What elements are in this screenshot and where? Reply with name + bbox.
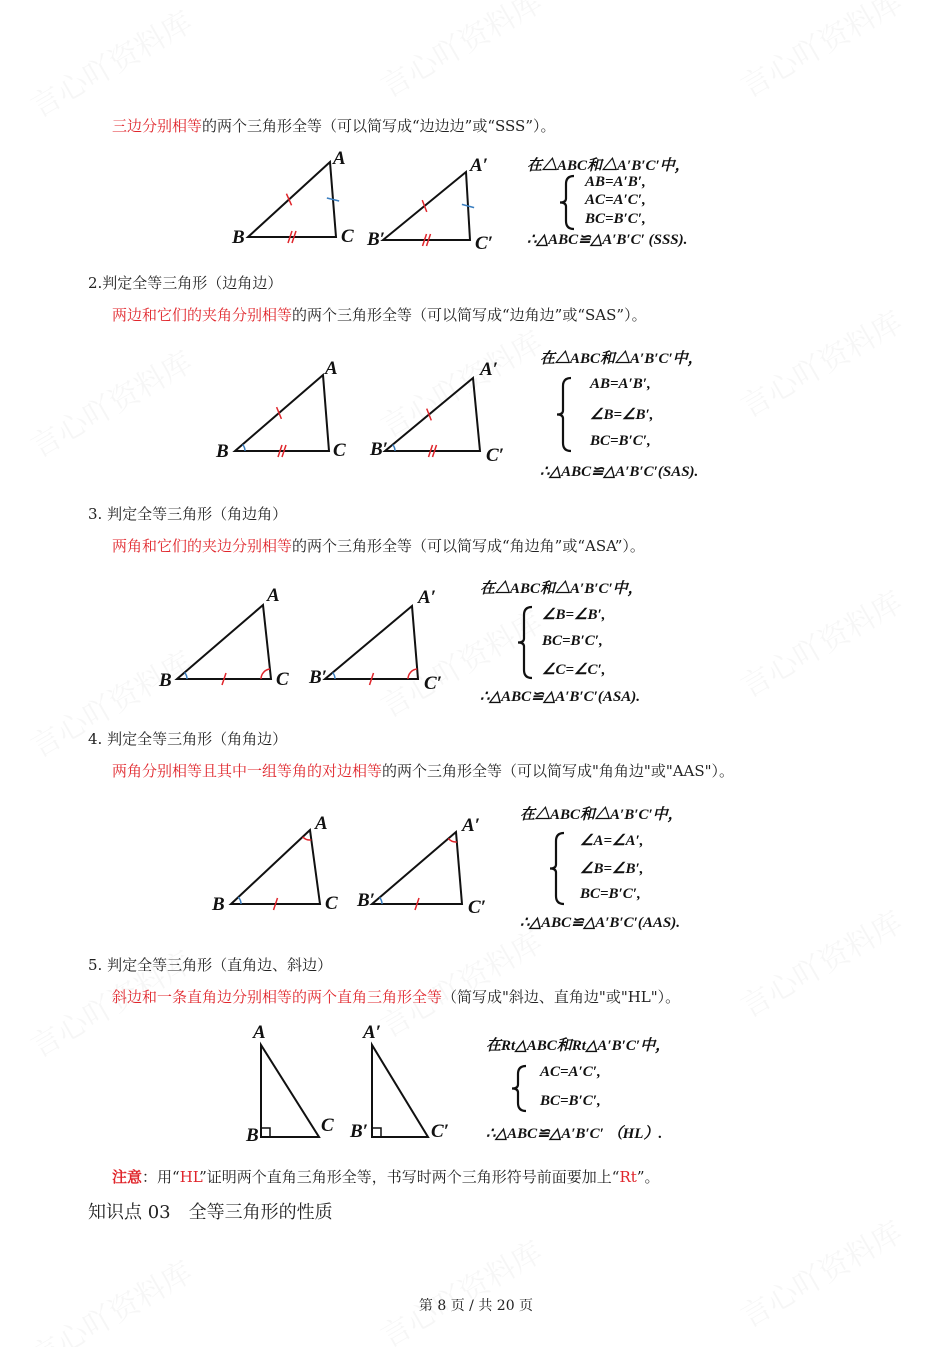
vertex-label: C′ (424, 673, 443, 694)
vertex-label: C (341, 226, 354, 247)
equal-angle-arc (448, 839, 456, 842)
vertex-label: C (321, 1115, 334, 1136)
sss-rule-text: 的两个三角形全等（可以简写成“边边边”或“SSS”）。 (202, 117, 556, 135)
proof-line: BC=B′C′, (590, 433, 651, 449)
vertex-label: A (315, 813, 328, 834)
equal-angle-arc (238, 897, 241, 904)
proof-line: ∠B=∠B′, (542, 607, 606, 623)
asa-triangle-2 (325, 606, 418, 679)
aas-triangle-2 (372, 832, 462, 904)
vertex-label: B′ (370, 439, 389, 460)
vertex-label: C′ (431, 1121, 450, 1142)
proof-line: ∴△ABC≌△A′B′C′ (SSS). (527, 232, 688, 248)
vertex-label: A (253, 1022, 266, 1043)
equal-side-tick (427, 409, 432, 421)
aas-triangle-1 (231, 830, 320, 904)
sss-rule-key: 三边分别相等 (112, 117, 203, 135)
proof-line: ∴△ABC≌△A′B′C′(AAS). (520, 915, 680, 931)
proof-line: AB=A′B′, (585, 174, 646, 190)
aas-rule-text: 的两个三角形全等（可以简写成"角角边"或"AAS"）。 (382, 762, 735, 780)
hl-rule (112, 986, 680, 1007)
sss-triangle-2 (383, 172, 470, 240)
right-angle-mark (372, 1128, 381, 1137)
vertex-label: C′ (486, 445, 505, 466)
proof-line: BC=B′C′, (580, 886, 641, 902)
vertex-label: C′ (468, 897, 487, 918)
aas-heading: 4. 判定全等三角形（角角边） (88, 730, 288, 748)
proof-line: ∴△ABC≌△A′B′C′(SAS). (540, 464, 699, 480)
page-footer: 第 8 页 / 共 20 页 (418, 1298, 534, 1314)
proof-line: BC=B′C′, (542, 633, 603, 649)
vertex-label: A′ (418, 587, 437, 608)
asa-triangle-1 (177, 605, 271, 679)
sas-rule-key: 两边和它们的夹角分别相等 (112, 306, 293, 324)
vertex-label: B (159, 670, 172, 691)
vertex-label: C (333, 440, 346, 461)
equal-side-tick (422, 200, 427, 212)
sss-rule (112, 115, 556, 136)
proof-line: AB=A′B′, (590, 376, 651, 392)
proof-brace (550, 833, 564, 904)
sas-rule (112, 304, 647, 325)
proof-brace (560, 176, 574, 229)
proof-line: BC=B′C′, (585, 211, 646, 227)
vertex-label: A (267, 585, 280, 606)
vertex-label: B′ (357, 890, 376, 911)
asa-rule-text: 的两个三角形全等（可以简写成“角边角”或“ASA”）。 (292, 537, 645, 555)
proof-line: AC=A′C′, (540, 1064, 601, 1080)
note-text-mid: ”证明两个直角三角形全等，书写时两个三角形符号前面要加上“ (199, 1168, 620, 1186)
sss-triangle-1 (248, 162, 336, 237)
equal-side-tick (286, 194, 291, 206)
sas-triangle-2 (385, 378, 480, 451)
proof-line: ∠B=∠B′, (580, 861, 644, 877)
hl-triangle-2 (372, 1045, 428, 1137)
asa-rule (112, 535, 645, 556)
aas-rule-key: 两角分别相等且其中一组等角的对边相等 (112, 762, 383, 780)
proof-line: 在△ABC和△A′B′C′中， (480, 581, 643, 597)
proof-brace (518, 607, 532, 678)
vertex-label: C (276, 669, 289, 690)
sas-rule-text: 的两个三角形全等（可以简写成“边角边”或“SAS”）。 (292, 306, 647, 324)
proof-brace (557, 378, 571, 451)
vertex-label: B (232, 227, 245, 248)
vertex-label: B (246, 1125, 259, 1146)
hl-triangle-1 (261, 1045, 319, 1137)
vertex-label: C (325, 893, 338, 914)
hl-rule-text: （简写成"斜边、直角边"或"HL"）。 (442, 988, 681, 1006)
proof-line: ∠A=∠A′, (580, 833, 644, 849)
proof-line: ∴△ABC≌△A′B′C′ （HL）. (486, 1126, 663, 1142)
sas-triangle-1 (235, 375, 329, 451)
proof-line: 在△ABC和△A′B′C′中， (540, 351, 703, 367)
aas-rule (112, 760, 734, 781)
proof-line: 在△ABC和△A′B′C′中， (520, 807, 683, 823)
note-rt: Rt (619, 1168, 637, 1186)
equal-angle-arc (261, 669, 270, 679)
vertex-label: A′ (462, 815, 481, 836)
proof-line: 在△ABC和△A′B′C′中， (527, 158, 690, 174)
proof-line: ∠B=∠B′, (590, 407, 654, 423)
vertex-label: B′ (350, 1121, 369, 1142)
vertex-label: B′ (367, 229, 386, 250)
sas-heading: 2.判定全等三角形（边角边） (88, 274, 283, 292)
vertex-label: A′ (363, 1022, 382, 1043)
vertex-label: C′ (475, 233, 494, 254)
note-hl: HL (179, 1168, 200, 1186)
equal-angle-arc (408, 669, 417, 679)
section-heading: 知识点 03 全等三角形的性质 (88, 1202, 333, 1223)
vertex-label: B (212, 894, 225, 915)
asa-heading: 3. 判定全等三角形（角边角） (88, 505, 288, 523)
hl-heading: 5. 判定全等三角形（直角边、斜边） (88, 956, 333, 974)
vertex-label: A′ (470, 155, 489, 176)
vertex-label: B (216, 441, 229, 462)
vertex-label: A′ (480, 359, 499, 380)
proof-line: BC=B′C′, (540, 1093, 601, 1109)
note-text-end: ”。 (636, 1168, 660, 1186)
proof-line: ∴△ABC≌△A′B′C′(ASA). (480, 689, 640, 705)
vertex-label: A (325, 358, 338, 379)
proof-line: ∠C=∠C′, (542, 662, 606, 678)
note-text: ：用“ (142, 1168, 180, 1186)
note (112, 1166, 659, 1187)
asa-rule-key: 两角和它们的夹边分别相等 (112, 537, 293, 555)
right-angle-mark (261, 1128, 270, 1137)
hl-rule-key: 斜边和一条直角边分别相等的两个直角三角形全等 (112, 988, 443, 1006)
proof-brace (512, 1066, 526, 1111)
proof-line: 在Rt△ABC和Rt△A′B′C′中， (486, 1038, 671, 1054)
vertex-label: B′ (309, 667, 328, 688)
proof-line: AC=A′C′, (585, 192, 646, 208)
note-label: 注意 (112, 1168, 143, 1186)
equal-side-tick (277, 407, 282, 419)
vertex-label: A (333, 148, 346, 169)
